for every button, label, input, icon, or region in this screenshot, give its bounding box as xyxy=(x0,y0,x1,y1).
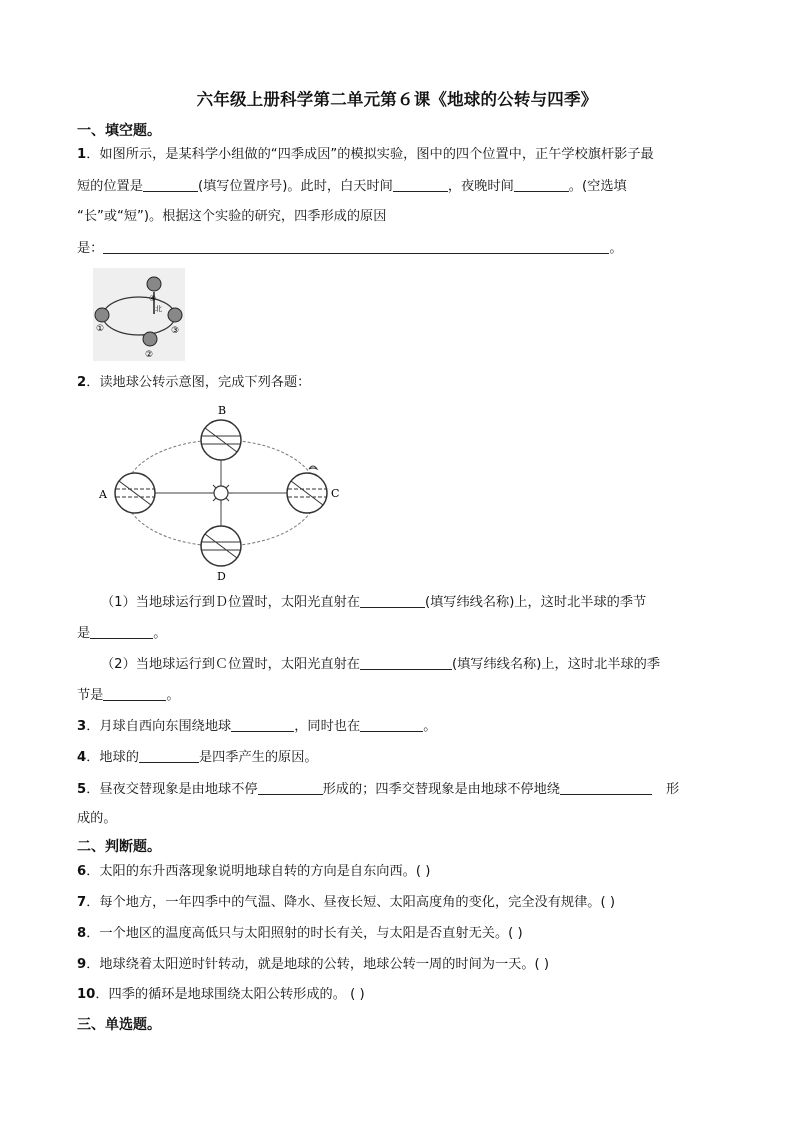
q1-text-2c: ，夜晚时间 xyxy=(447,179,514,194)
label-pos-1: ① xyxy=(96,324,105,334)
label-d: D xyxy=(217,570,226,583)
q3-blank-2[interactable] xyxy=(360,717,423,732)
seasons-experiment-figure xyxy=(93,268,185,361)
rotation-arrow-icon xyxy=(309,466,317,469)
q8-line xyxy=(77,925,523,943)
q7-text: ．每个地方，一年四季中的气温、降水、昼夜长短、太阳高度角的变化，完全没有规律。( ) xyxy=(86,895,615,910)
q2-sub2-line-2 xyxy=(77,686,180,705)
q4-blank[interactable] xyxy=(139,748,199,763)
q8-text: ．一个地区的温度高低只与太阳照射的时长有关，与太阳是否直射无关。( ) xyxy=(86,926,523,941)
q1-text-4b: 。 xyxy=(609,241,623,256)
q2-sub1-line-2 xyxy=(77,624,166,643)
q8-number: 8 xyxy=(77,926,87,941)
q2-sub2-text-a: （2）当地球运行到Ｃ位置时，太阳光直射在 xyxy=(101,657,360,672)
q4-text-b: 是四季产生的原因。 xyxy=(198,750,318,765)
q5-blank-2[interactable] xyxy=(560,780,652,795)
q2-sub1-text-b: (填写纬线名称)上，这时北半球的季节 xyxy=(424,595,647,610)
q9-text: ．地球绕着太阳逆时针转动，就是地球的公转，地球公转一周的时间为一天。( ) xyxy=(86,957,550,972)
label-pos-4: ④ xyxy=(149,294,157,303)
experiment-diagram xyxy=(93,268,185,361)
q2-sub1-blank-season[interactable] xyxy=(90,624,153,639)
q5-text-a: ．昼夜交替现象是由地球不停 xyxy=(86,782,258,797)
q3-text-b: ，同时也在 xyxy=(294,719,361,734)
q2-sub1-line-1 xyxy=(101,593,646,612)
q5-blank-1[interactable] xyxy=(258,780,323,795)
q2-intro-text: ．读地球公转示意图，完成下列各题： xyxy=(86,375,311,390)
q1-text-2d: 。(空选填 xyxy=(568,179,627,194)
label-north: 北 xyxy=(155,305,162,313)
q10-line xyxy=(77,986,365,1004)
q2-sub1-text-c: 是 xyxy=(77,626,91,641)
q9-line xyxy=(77,956,549,974)
q2-number: 2 xyxy=(77,375,87,390)
q10-number: 10 xyxy=(77,987,96,1002)
label-c: C xyxy=(331,487,340,500)
earth-c xyxy=(287,473,327,513)
q1-line-2 xyxy=(77,177,627,196)
q4-text-a: ．地球的 xyxy=(86,750,139,765)
q3-text-a: ．月球自西向东围绕地球 xyxy=(86,719,232,734)
globe-bottom xyxy=(143,332,157,346)
earth-a xyxy=(115,473,155,513)
q5-line-1 xyxy=(77,780,679,799)
label-pos-3: ③ xyxy=(171,326,180,336)
q5-line-2: 成的。 xyxy=(77,811,117,826)
page-title: 六年级上册科学第二单元第６课《地球的公转与四季》 xyxy=(196,90,598,109)
q1-text-1: ．如图所示，是某科学小组做的“四季成因”的模拟实验，图中的四个位置中，正午学校旗杆影子最 xyxy=(86,147,654,162)
label-pos-2: ② xyxy=(145,350,154,360)
q5-text-c: 形 xyxy=(666,782,680,797)
q1-line-4 xyxy=(77,239,623,258)
q2-sub1-text-a: （1）当地球运行到Ｄ位置时，太阳光直射在 xyxy=(101,595,360,610)
globe-top xyxy=(147,277,161,291)
q2-sub2-blank-latitude[interactable] xyxy=(360,655,452,670)
q2-line-intro xyxy=(77,374,310,392)
q1-blank-reason[interactable] xyxy=(103,239,609,254)
q6-number: 6 xyxy=(77,864,87,879)
globe-right xyxy=(168,308,182,322)
orbit-ellipse xyxy=(103,297,175,335)
q6-line xyxy=(77,863,430,881)
q1-blank-day[interactable] xyxy=(393,177,448,192)
q1-text-4a: 是： xyxy=(77,241,104,256)
q7-number: 7 xyxy=(77,895,87,910)
q2-sub2-line-1 xyxy=(101,655,660,674)
q6-text: ．太阳的东升西落现象说明地球自转的方向是自东向西。( ) xyxy=(86,864,431,879)
q1-line-1 xyxy=(77,146,654,164)
section-fill-heading: 一、填空题。 xyxy=(77,123,161,139)
sun-icon xyxy=(209,481,233,505)
orbit-diagram xyxy=(97,403,345,583)
label-b: B xyxy=(218,404,227,417)
q4-line xyxy=(77,748,318,767)
q3-blank-1[interactable] xyxy=(231,717,294,732)
q5-number: 5 xyxy=(77,782,87,797)
q2-sub2-text-c: 节是 xyxy=(77,688,104,703)
earth-orbit-figure xyxy=(97,403,345,583)
q4-number: 4 xyxy=(77,750,87,765)
q10-text: ．四季的循环是地球围绕太阳公转形成的。 ( ) xyxy=(95,987,365,1002)
q1-text-2b: (填写位置序号)。此时，白天时间 xyxy=(197,179,393,194)
q7-line xyxy=(77,894,615,912)
earth-d xyxy=(201,526,241,566)
q2-sub1-blank-latitude[interactable] xyxy=(360,593,425,608)
q9-number: 9 xyxy=(77,957,87,972)
q1-text-2a: 短的位置是 xyxy=(77,179,143,194)
q1-blank-night[interactable] xyxy=(514,177,569,192)
q2-sub2-text-d: 。 xyxy=(166,688,180,703)
earth-b xyxy=(201,420,241,460)
q3-line xyxy=(77,717,436,736)
q1-blank-position[interactable] xyxy=(143,177,198,192)
q5-text-b: 形成的；四季交替现象是由地球不停地绕 xyxy=(322,782,560,797)
q1-number: 1 xyxy=(77,147,87,162)
globe-left xyxy=(95,308,109,322)
q3-number: 3 xyxy=(77,719,87,734)
section-choice-heading: 三、单选题。 xyxy=(77,1017,161,1033)
q2-sub2-text-b: (填写纬线名称)上，这时北半球的季 xyxy=(451,657,661,672)
q3-text-c: 。 xyxy=(423,719,437,734)
q2-sub1-text-d: 。 xyxy=(153,626,167,641)
section-judge-heading: 二、判断题。 xyxy=(77,839,161,855)
q2-sub2-blank-season[interactable] xyxy=(103,686,166,701)
label-a: A xyxy=(99,488,107,501)
q1-line-3: “长”或“短”)。根据这个实验的研究，四季形成的原因 xyxy=(77,209,387,224)
